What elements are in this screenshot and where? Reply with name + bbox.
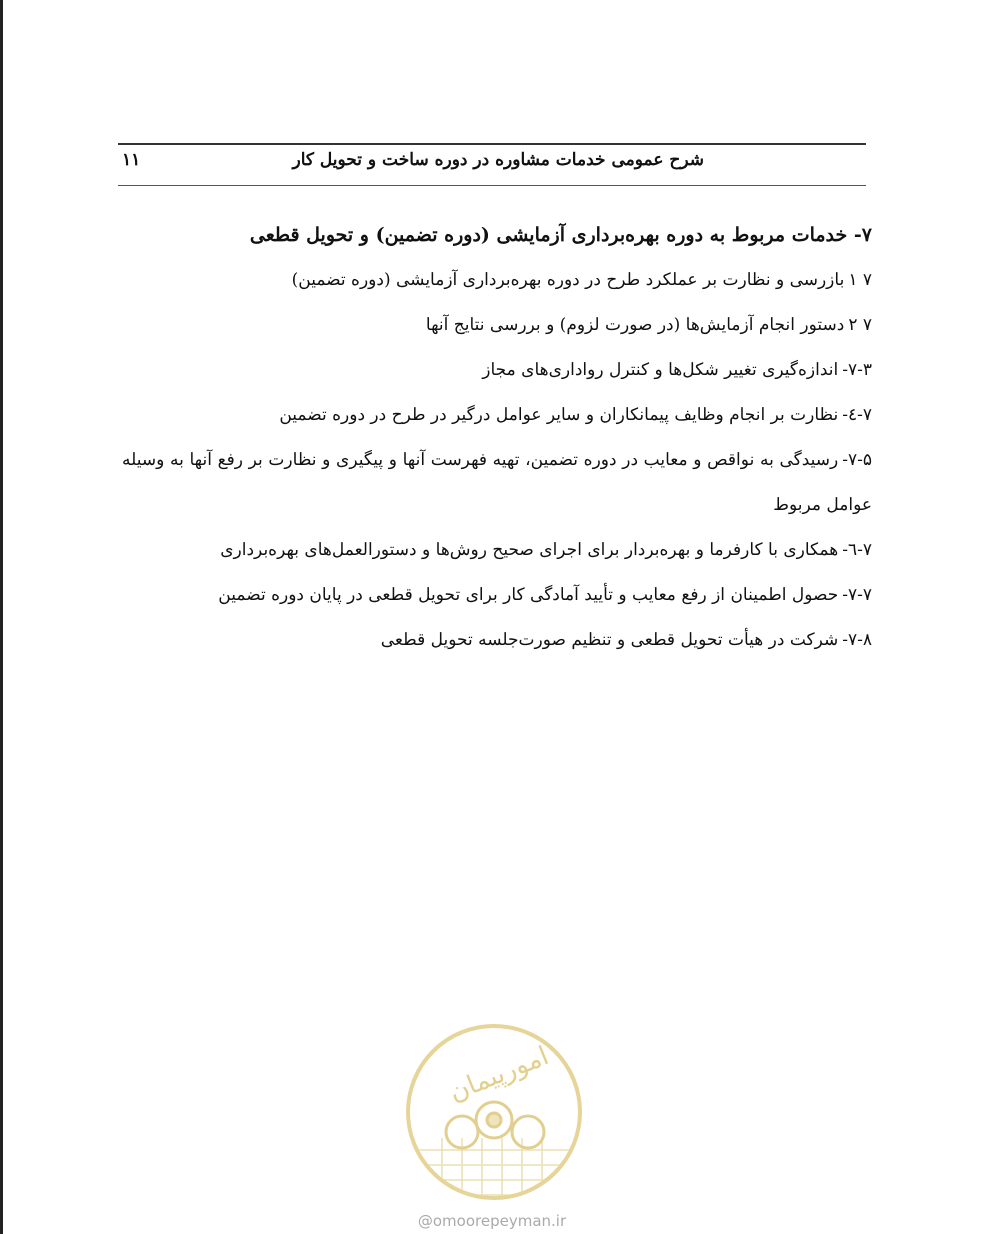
item-text: اندازه‌گیری تغییر شکل‌ها و کنترل رواداری‌های مجاز	[482, 360, 839, 380]
running-header-title: شرح عمومی خدمات مشاوره در دوره ساخت و تحویل کار	[292, 150, 704, 170]
list-item	[122, 348, 872, 393]
item-number: ۷-۵-	[842, 450, 872, 470]
header-bottom-rule	[118, 185, 866, 186]
item-text: همکاری با کارفرما و بهره‌بردار برای اجرای صحیح روش‌ها و دستورالعمل‌های بهره‌برداری	[220, 540, 839, 560]
header-top-rule	[118, 143, 866, 145]
item-text: رسیدگی به نواقص و معایب در دوره تضمین، تهیه فهرست آنها و پیگیری و نظارت بر رفع آنها به وسیله عوامل مربوط	[122, 450, 872, 515]
item-number: ۷-۸-	[842, 630, 872, 650]
item-text: نظارت بر انجام وظایف پیمانکاران و سایر عوامل درگیر در طرح در دوره تضمین	[279, 405, 839, 425]
item-number: ۷ ۲	[848, 315, 872, 335]
watermark-logo-text: امورپیمان	[445, 1041, 553, 1109]
list-item	[122, 618, 872, 663]
item-text: دستور انجام آزمایش‌ها (در صورت لزوم) و بررسی نتایج آنها	[425, 315, 845, 335]
item-number: ۷-٤-	[842, 405, 872, 425]
item-text: حصول اطمینان از رفع معایب و تأیید آمادگی کار برای تحویل قطعی در پایان دوره تضمین	[218, 585, 839, 605]
item-number: ۷-۳-	[842, 360, 872, 380]
list-item	[122, 303, 872, 348]
gear-icon	[446, 1102, 544, 1148]
list-item	[122, 528, 872, 573]
item-number: ۷-٦-	[842, 540, 872, 560]
watermark-grid	[412, 1138, 576, 1204]
watermark-logo	[402, 1020, 586, 1204]
page-left-border	[0, 0, 3, 1234]
document-body	[122, 212, 872, 663]
watermark-url: @omoorepeyman.ir	[417, 1212, 567, 1230]
list-item	[122, 438, 872, 528]
section-heading: ۷- خدمات مربوط به دوره بهره‌برداری آزمایشی (دوره تضمین) و تحویل قطعی	[249, 224, 872, 246]
item-text: شرکت در هیأت تحویل قطعی و تنظیم صورت‌جلسه تحویل قطعی	[380, 630, 839, 650]
item-text: بازرسی و نظارت بر عملکرد طرح در دوره بهره‌برداری آزمایشی (دوره تضمین)	[291, 270, 845, 290]
item-number: ۷ ۱	[848, 270, 872, 290]
list-item	[122, 573, 872, 618]
list-item	[122, 258, 872, 303]
page-number: ۱۱	[122, 150, 141, 170]
list-item	[122, 393, 872, 438]
item-number: ۷-۷-	[842, 585, 872, 605]
